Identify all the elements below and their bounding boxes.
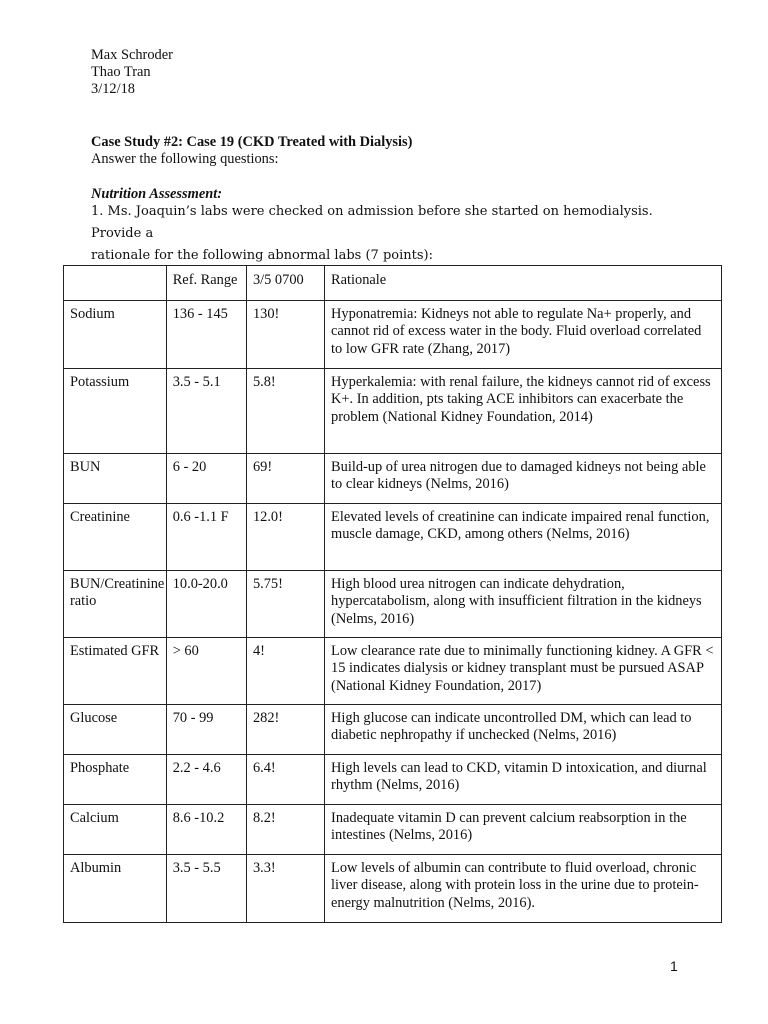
rationale: Hyponatremia: Kidneys not able to regulate Na+ properly, and cannot rid of excess water in the body. Fluid overload correlated to low GFR rate (Zhang, 2017) <box>325 301 722 369</box>
author-name-1: Max Schroder <box>91 47 173 63</box>
ref-range: 0.6 -1.1 F <box>166 504 246 571</box>
table-header-row <box>64 266 722 301</box>
rationale: Low levels of albumin can contribute to fluid overload, chronic liver disease, along with protein loss in the urine due to protein-energy malnutrition (Nelms, 2016). <box>325 855 722 923</box>
lab-results-table <box>63 265 722 923</box>
ref-range: 3.5 - 5.5 <box>166 855 246 923</box>
lab-value: 130! <box>246 301 324 369</box>
rationale: Inadequate vitamin D can prevent calcium reabsorption in the intestines (Nelms, 2016) <box>325 805 722 855</box>
lab-value: 5.8! <box>246 369 324 454</box>
question-line-1: 1. Ms. Joaquin’s labs were checked on admission before she started on hemodialysis. Provide a <box>91 204 653 241</box>
header-cell-lab <box>64 266 167 301</box>
document-date: 3/12/18 <box>91 81 135 97</box>
author-name-2: Thao Tran <box>91 64 151 80</box>
lab-name: Estimated GFR <box>64 638 167 705</box>
lab-name: Calcium <box>64 805 167 855</box>
table-row <box>64 369 722 454</box>
lab-name: Albumin <box>64 855 167 923</box>
table-row <box>64 705 722 755</box>
rationale: High blood urea nitrogen can indicate dehydration, hypercatabolism, along with insufficient filtration in the kidneys (Nelms, 2016) <box>325 571 722 638</box>
lab-value: 12.0! <box>246 504 324 571</box>
header-cell-ref-range: Ref. Range <box>166 266 246 301</box>
lab-name: Sodium <box>64 301 167 369</box>
question-line-2: rationale for the following abnormal labs (7 points): <box>91 248 433 263</box>
lab-value: 6.4! <box>246 755 324 805</box>
ref-range: 10.0-20.0 <box>166 571 246 638</box>
lab-name: Creatinine <box>64 504 167 571</box>
rationale: Build-up of urea nitrogen due to damaged kidneys not being able to clear kidneys (Nelms, 2016) <box>325 454 722 504</box>
lab-name: BUN/Creatinine ratio <box>64 571 167 638</box>
ref-range: 2.2 - 4.6 <box>166 755 246 805</box>
lab-name: Phosphate <box>64 755 167 805</box>
table-row <box>64 504 722 571</box>
lab-name: Glucose <box>64 705 167 755</box>
lab-name: BUN <box>64 454 167 504</box>
ref-range: 8.6 -10.2 <box>166 805 246 855</box>
ref-range: 3.5 - 5.1 <box>166 369 246 454</box>
header-cell-value: 3/5 0700 <box>246 266 324 301</box>
table-row <box>64 301 722 369</box>
lab-value: 8.2! <box>246 805 324 855</box>
lab-value: 282! <box>246 705 324 755</box>
question-text <box>91 201 691 267</box>
lab-value: 4! <box>246 638 324 705</box>
table-row <box>64 855 722 923</box>
table-row <box>64 755 722 805</box>
table-row <box>64 454 722 504</box>
lab-value: 5.75! <box>246 571 324 638</box>
ref-range: > 60 <box>166 638 246 705</box>
section-heading: Nutrition Assessment: <box>91 186 223 202</box>
case-title: Case Study #2: Case 19 (CKD Treated with Dialysis) <box>91 134 413 150</box>
rationale: Low clearance rate due to minimally functioning kidney. A GFR < 15 indicates dialysis or kidney transplant must be pursued ASAP (National Kidney Foundation, 2017) <box>325 638 722 705</box>
table-row <box>64 571 722 638</box>
instruction-text: Answer the following questions: <box>91 151 279 167</box>
table-row <box>64 805 722 855</box>
ref-range: 6 - 20 <box>166 454 246 504</box>
ref-range: 136 - 145 <box>166 301 246 369</box>
rationale: Hyperkalemia: with renal failure, the kidneys cannot rid of excess K+. In addition, pts taking ACE inhibitors can exacerbate the problem (National Kidney Foundation, 2014) <box>325 369 722 454</box>
ref-range: 70 - 99 <box>166 705 246 755</box>
header-cell-rationale: Rationale <box>325 266 722 301</box>
table-row <box>64 638 722 705</box>
page-number: 1 <box>670 958 678 974</box>
rationale: High levels can lead to CKD, vitamin D intoxication, and diurnal rhythm (Nelms, 2016) <box>325 755 722 805</box>
lab-name: Potassium <box>64 369 167 454</box>
rationale: Elevated levels of creatinine can indicate impaired renal function, muscle damage, CKD, among others (Nelms, 2016) <box>325 504 722 571</box>
rationale: High glucose can indicate uncontrolled DM, which can lead to diabetic nephropathy if unchecked (Nelms, 2016) <box>325 705 722 755</box>
lab-value: 69! <box>246 454 324 504</box>
lab-value: 3.3! <box>246 855 324 923</box>
